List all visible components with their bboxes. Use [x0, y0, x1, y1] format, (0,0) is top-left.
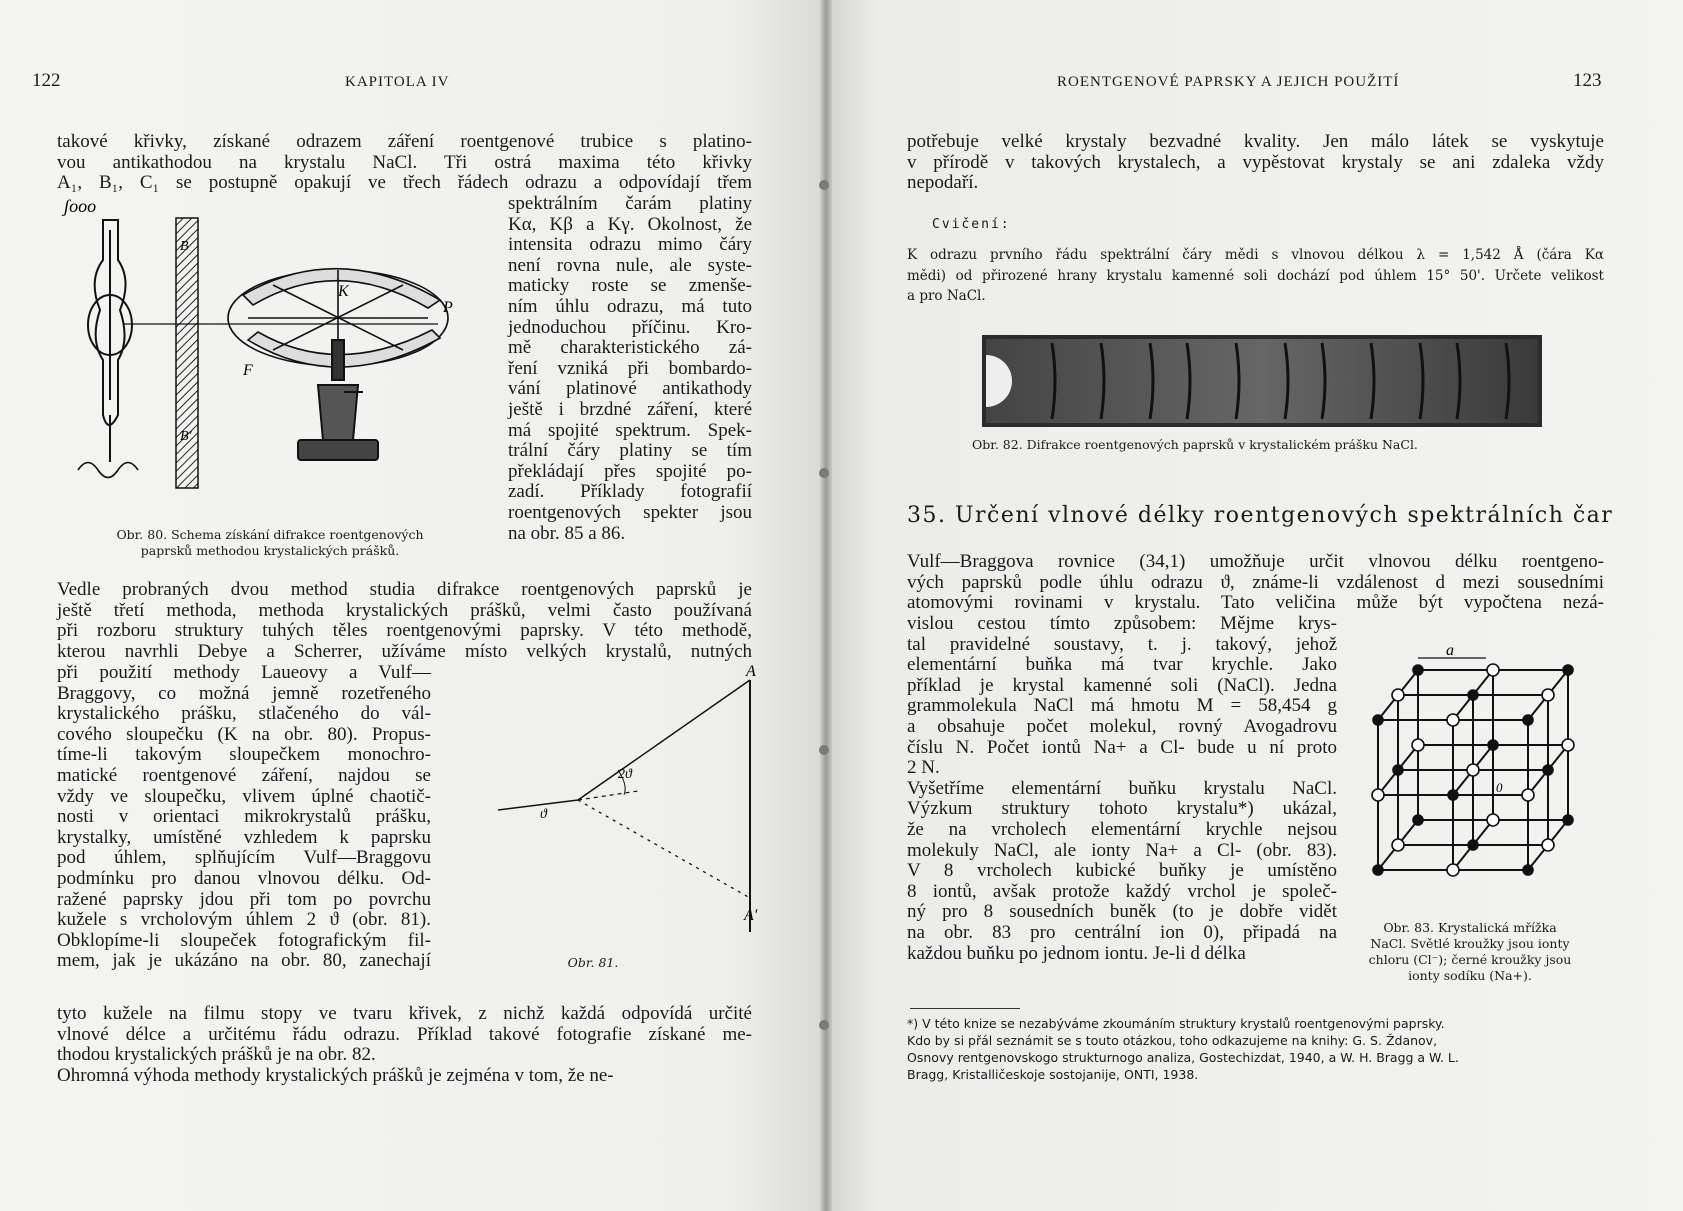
caption-line: chloru (Cl⁻); černé kroužky jsou	[1368, 952, 1572, 967]
left-full-text	[57, 580, 752, 662]
text-line: ražené paprsky jdou při tom po povrchu	[57, 888, 431, 910]
incident-ray	[498, 800, 578, 810]
source-label: ʃooo	[64, 196, 97, 216]
chlorine-ion	[1522, 789, 1534, 801]
text-line: při rozboru struktury tuhých těles roentgenovými paprsky. V této methodě,	[57, 620, 752, 642]
section-text	[907, 552, 1604, 614]
p-label: P	[443, 299, 453, 316]
k-label: K	[338, 283, 349, 300]
figure-81-caption: Obr. 81.	[567, 955, 619, 970]
text-line: ření vzniká při bombardo-	[508, 357, 752, 379]
text-line: krystalického prášku, stlačeného do vál-	[57, 703, 431, 725]
caption-line: Osnovy rentgenovskogo strukturnogo analiza, Gostechizdat, 1940, a W. H. Bragg a W. L.	[907, 1050, 1459, 1065]
text-line: při použití methody Laueovy a Vulf—	[57, 662, 431, 683]
right-narrow-text	[907, 614, 1337, 964]
text-line: takové křivky, získané odrazem záření roentgenové trubice s platino-	[57, 131, 752, 152]
text-line: Výzkum struktury tohoto krystalu*) ukázal,	[907, 798, 1337, 820]
text-line: elementární buňka má tvar krychle. Jako	[907, 654, 1337, 676]
f-label: F	[243, 362, 253, 379]
sodium-ion	[1563, 665, 1573, 675]
text-line: vždy ve sloupečku, vlivem úplné chaotič-	[57, 785, 431, 807]
text-line: Vedle probraných dvou method studia difrakce roentgenových paprsků je	[57, 579, 752, 600]
text-line: 2 N.	[907, 757, 940, 779]
text-line: vání platinové antikathody	[508, 378, 752, 400]
sodium-ion	[1373, 715, 1383, 725]
text-line: ještě třetí methoda, methoda krystalických prášků, velmi často používaná	[57, 599, 752, 621]
text-line: vlnové délce a určitému řádu odrazu. Příklad takové fotografie získané me-	[57, 1023, 752, 1045]
right-page-number: 123	[1573, 70, 1602, 91]
xray-tube	[78, 220, 138, 478]
right-running-head: ROENTGENOVÉ PAPRSKY A JEJICH POUŽITÍ	[1057, 74, 1400, 90]
text-line: spektrálním čarám platiny	[508, 193, 752, 214]
text-line: jednoduchou příčinu. Kro-	[508, 316, 752, 338]
figure-81	[468, 660, 768, 960]
caption-line: ionty sodíku (Na+).	[1408, 968, 1532, 983]
text-line: krystalky, umístěné vzhledem k paprsku	[57, 826, 431, 848]
text-line: potřebuje velké krystaly bezvadné kvality. Jen málo látek se vyskytuje	[907, 131, 1604, 152]
caption-line: paprsků methodou krystalických prášků.	[140, 543, 400, 558]
slit-plate	[176, 218, 198, 488]
text-line: kterou navrhli Debye a Scherrer, užíváme místo velkých krystalů, nutných	[57, 640, 752, 662]
text-line: mědi) od přirozené hrany krystalu kamenné soli dochází pod úhlem 15° 50'. Určete velikost	[907, 267, 1604, 284]
sodium-ion	[1523, 715, 1533, 725]
sodium-ion	[1543, 765, 1553, 775]
chlorine-ion	[1447, 714, 1459, 726]
chlorine-ion	[1487, 664, 1499, 676]
text-line: A₁, B₁, C₁ se postupně opakují ve třech řádech odrazu a odpovídají třem	[57, 172, 752, 194]
text-line: nepodaří.	[907, 172, 979, 194]
figure-80	[48, 196, 498, 520]
text-line: ný pro 8 sousedních buněk (to je dobře vidět	[907, 901, 1337, 923]
text-line: tal pravidelné soustavy, t. j. takový, jehož	[907, 633, 1337, 655]
sodium-ion	[1393, 765, 1403, 775]
text-line: cového sloupečku (K na obr. 80). Propus-	[57, 723, 431, 745]
b-label-bottom: B'	[180, 429, 192, 444]
figure-82-caption: Obr. 82. Difrakce roentgenových paprsků v krystalickém prášku NaCl.	[972, 437, 1418, 452]
figure-80-caption	[65, 527, 475, 559]
left-end-text	[57, 1004, 752, 1086]
label-theta: ϑ	[540, 807, 547, 822]
chlorine-ion	[1542, 839, 1554, 851]
text-line: K odrazu prvního řádu spektrální čáry mědi s vlnovou délkou λ = 1,542 Å (čára Kα	[907, 247, 1604, 263]
text-line: molekuly NaCl, ale ionty Na+ a Cl- (obr. 83).	[907, 839, 1337, 861]
label-a: a	[1446, 642, 1454, 659]
text-line: a obsahuje počet molekul, rovný Avogadrovu	[907, 715, 1337, 737]
text-line: thodou krystalických prášků je na obr. 82.	[57, 1044, 376, 1066]
footnote-rule	[910, 1008, 1020, 1009]
text-line: Kα, Kβ a Kγ. Okolnost, že	[508, 213, 752, 235]
text-line: Obklopíme-li sloupeček fotografickým fil-	[57, 929, 431, 951]
text-line: tíme-li takovým sloupečkem monochro-	[57, 744, 431, 766]
sodium-ion	[1523, 865, 1533, 875]
reflected-ray-a-prime	[578, 800, 750, 898]
sodium-ion	[1413, 665, 1423, 675]
text-line: mě charakteristického zá-	[508, 337, 752, 359]
text-line: a pro NaCl.	[907, 288, 986, 305]
sodium-ion	[1563, 815, 1573, 825]
text-line: 8 iontů, avšak protože každý vrchol je společ-	[907, 880, 1337, 902]
caption-line: Bragg, Kristalličeskoje sostojanije, ONTI, 1938.	[907, 1067, 1199, 1082]
chlorine-ion	[1542, 689, 1554, 701]
sodium-ion	[1468, 840, 1478, 850]
left-running-head: KAPITOLA IV	[345, 74, 450, 90]
label-a: A	[746, 663, 756, 680]
chlorine-ion	[1412, 739, 1424, 751]
caption-line: Obr. 80. Schema získání difrakce roentgenových	[116, 527, 424, 542]
text-line: není rovna nule, ale syste-	[508, 254, 752, 276]
sodium-ion	[1468, 690, 1478, 700]
text-line: číslu N. Počet iontů Na+ a Cl- bude u ní proto	[907, 736, 1337, 758]
left-page-number: 122	[32, 70, 61, 91]
text-line: vou antikathodou na krystalu NaCl. Tři ostrá maxima této křivky	[57, 151, 752, 173]
chlorine-ion	[1467, 764, 1479, 776]
text-line: příklad je krystal kamenné soli (NaCl). Jedna	[907, 674, 1337, 696]
reflected-ray-a	[578, 680, 750, 800]
chlorine-ion	[1447, 864, 1459, 876]
right-top-text	[907, 132, 1604, 194]
caption-line: NaCl. Světlé kroužky jsou ionty	[1370, 936, 1570, 951]
text-line: nosti v orientaci mikrokrystalů prášku,	[57, 806, 431, 828]
sodium-ion	[1373, 865, 1383, 875]
text-line: Vulf—Braggova rovnice (34,1) umožňuje určit vlnovou délku roentgeno-	[907, 551, 1604, 572]
text-line: Vyšetříme elementární buňku krystalu NaCl.	[907, 777, 1337, 799]
caption-line: *) V této knize se nezabýváme zkoumáním struktury krystalů roentgenovými paprsky.	[907, 1016, 1445, 1031]
text-line: vislou cestou tímto způsobem: Mějme krys-	[907, 613, 1337, 634]
exercise-text	[907, 247, 1604, 309]
text-line: že na vrcholech elementární krychle nejsou	[907, 818, 1337, 840]
figure-82	[982, 335, 1542, 427]
figure-83-caption	[1340, 920, 1600, 984]
text-line: na obr. 85 a 86.	[508, 522, 626, 544]
text-line: Ohromná výhoda methody krystalických prášků je zejména v tom, že ne-	[57, 1064, 614, 1086]
text-line: mem, jak je ukázáno na obr. 80, zanechají	[57, 950, 431, 972]
text-line: každou buňku po jednom iontu. Je-li d délka	[907, 942, 1246, 964]
sodium-ion	[1488, 740, 1498, 750]
text-line: na obr. 83 pro centrální ion 0), připadá na	[907, 921, 1337, 943]
figure-83	[1358, 642, 1608, 900]
text-line: ním úhlu odrazu, má tuto	[508, 295, 752, 317]
text-line: v přírodě v takových krystalech, a vypěstovat krystaly se ani zdaleka vždy	[907, 151, 1604, 173]
text-line: pod úhlem, splňujícím Vulf—Braggovu	[57, 847, 431, 869]
left-intro-text	[57, 132, 752, 194]
text-line: má spojité spektrum. Spek-	[508, 419, 752, 441]
text-line: překládají přes spojité po-	[508, 460, 752, 482]
caption-line: Obr. 83. Krystalická mřížka	[1383, 920, 1557, 935]
section-heading: 35. Určení vlnové délky roentgenových spektrálních čar	[907, 503, 1614, 528]
chlorine-ion	[1392, 689, 1404, 701]
text-line: vých paprsků podle úhlu odrazu ϑ, známe-li vzdálenost d mezi sousedními	[907, 571, 1604, 593]
text-line: podmínku pro danou vlnovou délku. Od-	[57, 867, 431, 889]
caption-line: Kdo by si přál seznámit se s touto otázkou, toho odkazujeme na knihy: G. S. Ždanov,	[907, 1033, 1438, 1048]
left-narrow-text	[57, 663, 431, 972]
footnote	[907, 1015, 1604, 1083]
text-line: intensita odrazu mimo čáry	[508, 234, 752, 256]
text-line: maticky roste se zmenše-	[508, 275, 752, 297]
text-line: ještě i brzdné záření, které	[508, 398, 752, 420]
text-line: matické roentgenové záření, najdou se	[57, 764, 431, 786]
b-label-top: B	[180, 239, 189, 254]
text-line: zadí. Příklady fotografií	[508, 481, 752, 503]
left-side-text	[508, 194, 752, 544]
text-line: Braggovy, co možná jemně rozetřeného	[57, 682, 431, 704]
chlorine-ion	[1562, 739, 1574, 751]
chlorine-ion	[1487, 814, 1499, 826]
label-a-prime: A'	[744, 907, 758, 924]
text-line: roentgenových spekter jsou	[508, 501, 752, 523]
sodium-ion	[1448, 790, 1458, 800]
text-line: trální čáry platiny se tím	[508, 440, 752, 462]
chlorine-ion	[1392, 839, 1404, 851]
chlorine-ion	[1372, 789, 1384, 801]
text-line: tyto kužele na filmu stopy ve tvaru křivek, z nichž každá odpovídá určité	[57, 1003, 752, 1024]
exercise-heading: Cvičení:	[932, 217, 1011, 232]
label-center-ion: 0	[1496, 780, 1503, 795]
text-line: atomovými rovinami v krystalu. Tato veličina může být vypočtena nezá-	[907, 592, 1604, 614]
sodium-ion	[1413, 815, 1423, 825]
text-line: V 8 vrcholech kubické buňky je umístěno	[907, 860, 1337, 882]
label-2-theta: 2ϑ	[618, 767, 632, 782]
text-line: kužele s vrcholovým úhlem 2 ϑ (obr. 81).	[57, 909, 431, 931]
text-line: grammolekula NaCl má hmotu M = 58,454 g	[907, 695, 1337, 717]
